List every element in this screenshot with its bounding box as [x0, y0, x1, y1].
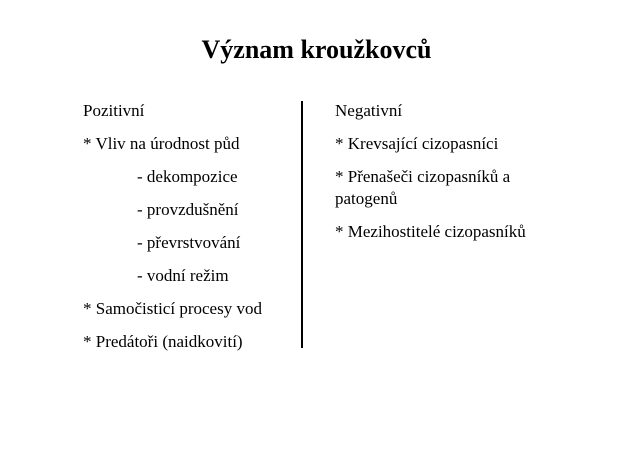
positive-heading: Pozitivní — [83, 101, 145, 120]
column-divider — [301, 101, 303, 348]
positive-item-predators: * Predátoři (naidkovití) — [83, 332, 243, 351]
positive-item-water-self-purification: * Samočisticí procesy vod — [83, 299, 262, 318]
positive-subitem-decomposition: - dekompozice — [137, 167, 238, 186]
positive-subitem-aeration: - provzdušnění — [137, 200, 239, 219]
positive-item-soil-fertility: * Vliv na úrodnost půd — [83, 134, 240, 153]
negative-item-intermediate-hosts: * Mezihostitelé cizopasníků — [335, 222, 526, 241]
negative-heading: Negativní — [335, 101, 403, 120]
positive-subitem-water-regime: - vodní režim — [137, 266, 229, 285]
negative-item-bloodsucking-parasites: * Krevsající cizopasníci — [335, 134, 499, 153]
slide-title: Význam kroužkovců — [201, 35, 432, 64]
negative-item-parasite-vectors: * Přenašeči cizopasníků a patogenů — [335, 167, 511, 208]
positive-subitem-layer-mixing: - převrstvování — [137, 233, 241, 252]
